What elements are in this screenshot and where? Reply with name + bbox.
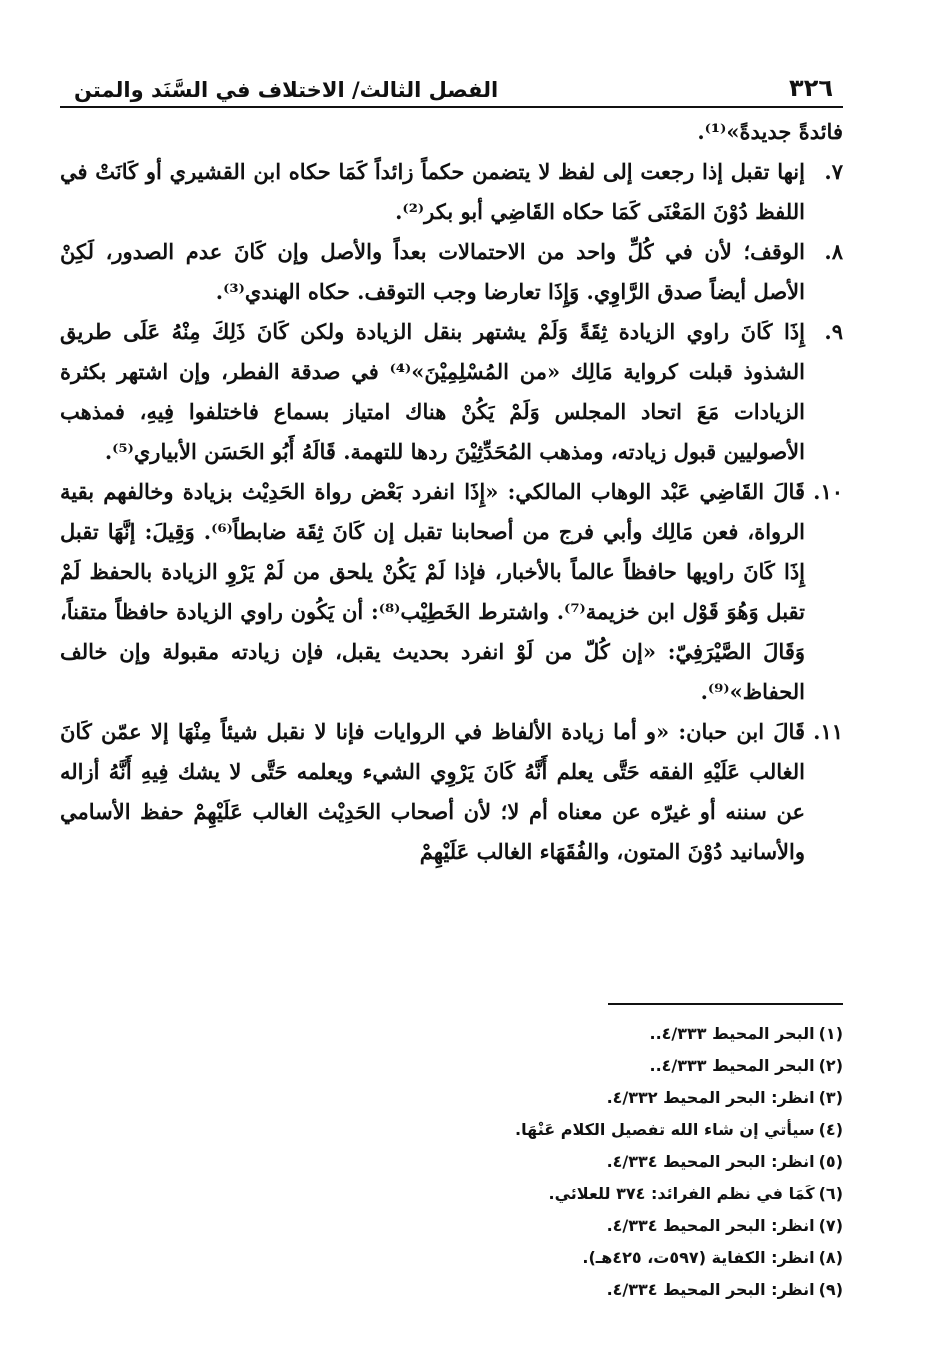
footnotes	[60, 1018, 843, 1306]
footnote-text: انظر: البحر المحيط ٤/٣٣٤.	[606, 1280, 815, 1299]
footnote-text: انظر: البحر المحيط ٤/٣٣٢.	[606, 1088, 815, 1107]
footnote-1	[60, 1018, 843, 1050]
footnote-number: (٩)	[818, 1280, 843, 1299]
list-item-7	[60, 152, 843, 232]
list-item-text: قَالَ ابن حبان: «و أما زيادة الألفاظ في الروايات فإنا لا نقبل شيئاً مِنْهَا إلا عمّن كَانَ الغالب عَلَيْهِ الفقه حَتَّى يعلم أَنَّهُ كَانَ يَرْوِي الشيء ويعلمه حَتَّى لا يشك فِيهِ أَنَّهُ أزاله عن سننه أو غيرّه عن معناه أم لا؛ لأن أصحاب الحَدِيْث الغالب عَلَيْهِمْ حفظ الأسامي والأسانيد دُوْنَ المتون، والفُقَهَاء الغالب عَلَيْهِمْ	[60, 719, 805, 864]
footnote-4	[60, 1114, 843, 1146]
document-page	[60, 0, 843, 1361]
footnote-number: (١)	[818, 1024, 843, 1043]
footnote-number: (٢)	[818, 1056, 843, 1075]
footnote-2	[60, 1050, 843, 1082]
footnote-number: (٤)	[818, 1120, 843, 1139]
footnote-text: البحر المحيط ٤/٣٣٣..	[649, 1024, 815, 1043]
running-header	[60, 66, 843, 108]
footnote-text: سيأتي إن شاء الله تفصيل الكلام عَنْهَا.	[515, 1120, 815, 1139]
list-item-number: ٩.	[824, 319, 843, 344]
list-item-number: ٧.	[824, 159, 843, 184]
footnote-8	[60, 1242, 843, 1274]
footnote-text: انظر: البحر المحيط ٤/٣٣٤.	[606, 1152, 815, 1171]
list-item-number: ١٠.	[813, 479, 843, 504]
list-item-10	[60, 472, 843, 712]
footnote-7	[60, 1210, 843, 1242]
footnote-number: (٦)	[818, 1184, 843, 1203]
continuation-paragraph: فائدةً جديدةً»⁽¹⁾.	[697, 119, 843, 144]
footnote-text: انظر: البحر المحيط ٤/٣٣٤.	[606, 1216, 815, 1235]
footnote-5	[60, 1146, 843, 1178]
footnote-6	[60, 1178, 843, 1210]
footnote-number: (٨)	[818, 1248, 843, 1267]
footnote-text: انظر: الكفاية (٥٩٧ت، ٤٢٥هـ).	[582, 1248, 815, 1267]
footnote-number: (٣)	[818, 1088, 843, 1107]
footnote-3	[60, 1082, 843, 1114]
footnote-number: (٧)	[818, 1216, 843, 1235]
list-item-text: قَالَ القَاضِي عَبْد الوهاب المالكي: «إِذَا انفرد بَعْض رواة الحَدِيْث بزيادة وخالفهم بقية الرواة، فعن مَالِك وأبي فرج من أصحابنا تقبل إن كَانَ ثِقَة ضابطاً⁽⁶⁾. وَقِيلَ: إنَّهَا تقبل إِذَا كَانَ راويها حافظاً عالماً بالأخبار، فإذا لَمْ يَكُنْ يلحق من لَمْ يَرْوِ الزيادة بالحفظ لَمْ تقبل وَهُوَ قَوْل ابن خزيمة⁽⁷⁾. واشترط الخَطِيْب⁽⁸⁾: أن يَكُون راوي الزيادة حافظاً متقناً، وَقَالَ الصَّيْرَفِيّ: «إن كُلّ من لَوْ انفرد بحديث يقبل، فإن زيادته مقبولة وإن خالف الحفاظ»⁽⁹⁾.	[60, 479, 805, 704]
footnote-text: كَمَا في نظم الفرائد: ٣٧٤ للعلائي.	[548, 1184, 815, 1203]
footnote-number: (٥)	[818, 1152, 843, 1171]
list-item-text: إِذَا كَانَ راوي الزيادة ثِقَةً وَلَمْ يشتهر بنقل الزيادة ولكن كَانَ ذَلِكَ مِنْهُ عَلَى طريق الشذوذ قبلت كرواية مَالِك «من المُسْلِمِيْنَ»⁽⁴⁾ في صدقة الفطر، وإن اشتهر بكثرة الزيادات مَعَ اتحاد المجلس وَلَمْ يَكُنْ هناك امتياز بسماع فاختلفوا فِيهِ، فمذهب الأصوليين قبول زيادته، ومذهب المُحَدِّثِيْنَ ردها للتهمة. قَالَهُ أَبُو الحَسَن الأبياري⁽⁵⁾.	[60, 319, 806, 464]
list-item-text: إنها تقبل إذا رجعت إلى لفظ لا يتضمن حكماً زائداً كَمَا حكاه ابن القشيري أو كَانَتْ في اللفظ دُوْنَ المَعْنَى كَمَا حكاه القَاضِي أبو بكر⁽²⁾.	[60, 159, 805, 224]
list-item-8	[60, 232, 843, 312]
main-text	[60, 112, 843, 872]
page-number: ٣٢٦	[789, 74, 833, 102]
list-item-9	[60, 312, 843, 472]
list-item-11	[60, 712, 843, 872]
list-item-text: الوقف؛ لأن في كُلِّ واحد من الاحتمالات بعداً والأصل وإن كَانَ عدم الصدور، لَكِنْ الأصل أيضاً صدق الرَّاوِي. وَإِذَا تعارضا وجب التوقف. حكاه الهندي⁽³⁾.	[60, 239, 805, 304]
chapter-title: الفصل الثالث/ الاختلاف في السَّنَد والمتن	[74, 78, 499, 102]
list-item-number: ١١.	[813, 719, 843, 744]
footnote-9	[60, 1274, 843, 1306]
footnote-divider	[608, 1003, 843, 1005]
footnote-text: البحر المحيط ٤/٣٣٣..	[649, 1056, 815, 1075]
list-item-number: ٨.	[824, 239, 843, 264]
